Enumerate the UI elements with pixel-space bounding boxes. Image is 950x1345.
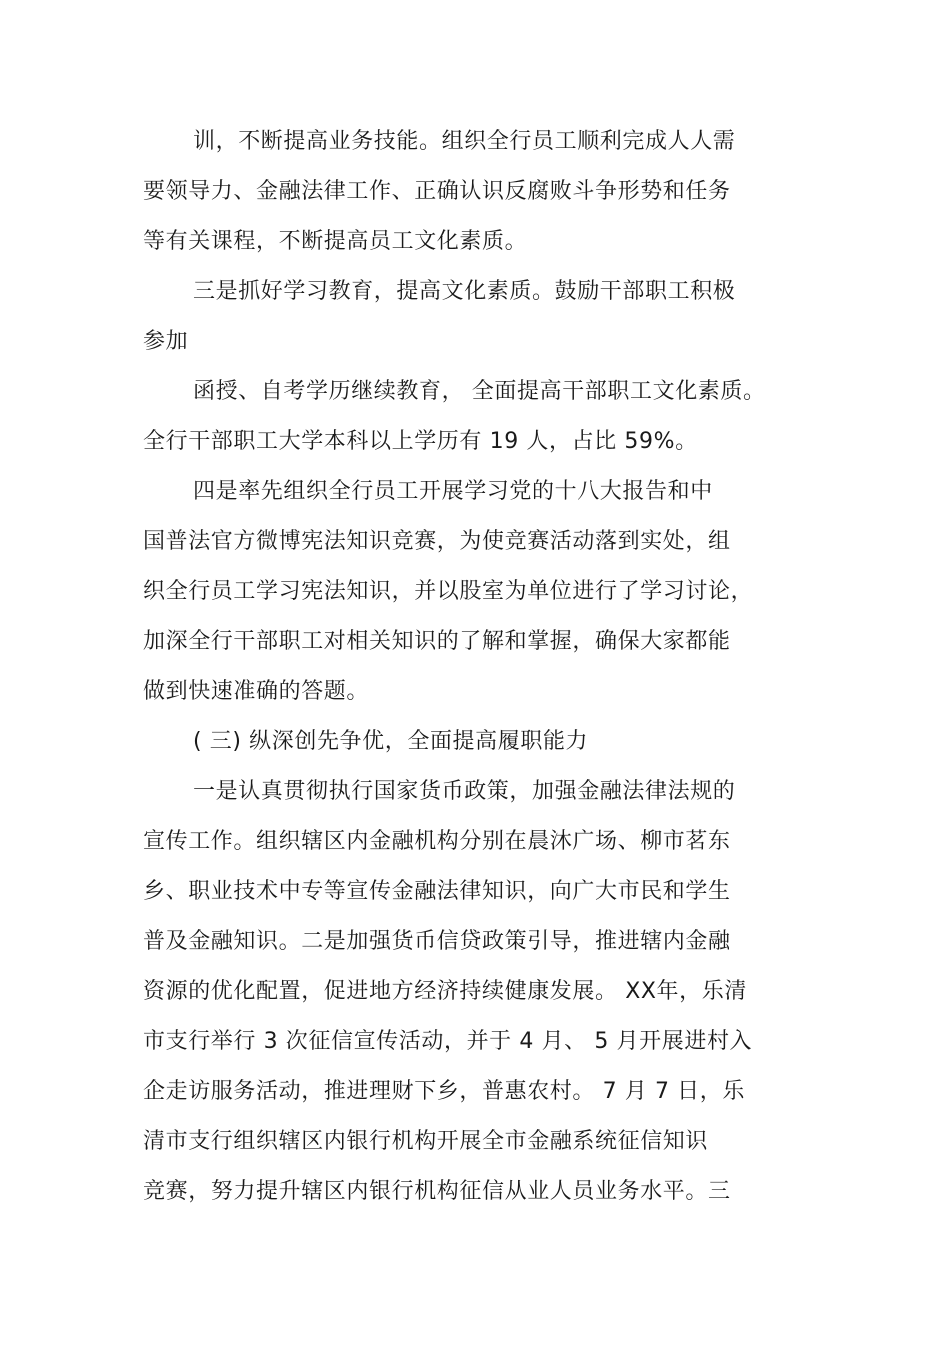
text-line: 三是抓好学习教育，提高文化素质。鼓励干部职工积极 [193, 279, 736, 304]
text-line: 国普法官方微博宪法知识竞赛，为使竞赛活动落到实处，组 [143, 529, 731, 554]
text-line: 四是率先组织全行员工开展学习党的十八大报告和中 [193, 479, 713, 504]
text-line: 训，不断提高业务技能。组织全行员工顺利完成人人需 [193, 129, 736, 154]
text-line: 一是认真贯彻执行国家货币政策，加强金融法律法规的 [193, 779, 736, 804]
text-line: 普及金融知识。二是加强货币信贷政策引导，推进辖内金融 [143, 929, 731, 954]
text-line: 竞赛，努力提升辖区内银行机构征信从业人员业务水平。三 [143, 1179, 731, 1204]
text-line: 企走访服务活动，推进理财下乡，普惠农村。 7 月 7 日，乐 [143, 1079, 745, 1104]
text-line: 做到快速准确的答题。 [143, 679, 370, 704]
text-line: 全行干部职工大学本科以上学历有 19 人，占比 59%。 [143, 429, 698, 454]
text-line: 清市支行组织辖区内银行机构开展全市金融系统征信知识 [143, 1129, 709, 1154]
text-line: 织全行员工学习宪法知识，并以股室为单位进行了学习讨论， [143, 579, 754, 604]
text-line: 资源的优化配置，促进地方经济持续健康发展。 XX年，乐清 [143, 979, 747, 1004]
text-line: 等有关课程，不断提高员工文化素质。 [143, 229, 528, 254]
text-line: 加深全行干部职工对相关知识的了解和掌握，确保大家都能 [143, 629, 731, 654]
text-line: 参加 [143, 329, 189, 354]
text-line: 函授、自考学历继续教育， 全面提高干部职工文化素质。 [193, 379, 766, 404]
text-line: 市支行举行 3 次征信宣传活动，并于 4 月、 5 月开展进村入 [143, 1029, 753, 1054]
text-line: 宣传工作。组织辖区内金融机构分别在晨沐广场、柳市茗东 [143, 829, 731, 854]
text-line: 乡、职业技术中专等宣传金融法律知识，向广大市民和学生 [143, 879, 731, 904]
section-heading: ( 三) 纵深创先争优，全面提高履职能力 [193, 729, 589, 754]
text-line: 要领导力、金融法律工作、正确认识反腐败斗争形势和任务 [143, 179, 731, 204]
